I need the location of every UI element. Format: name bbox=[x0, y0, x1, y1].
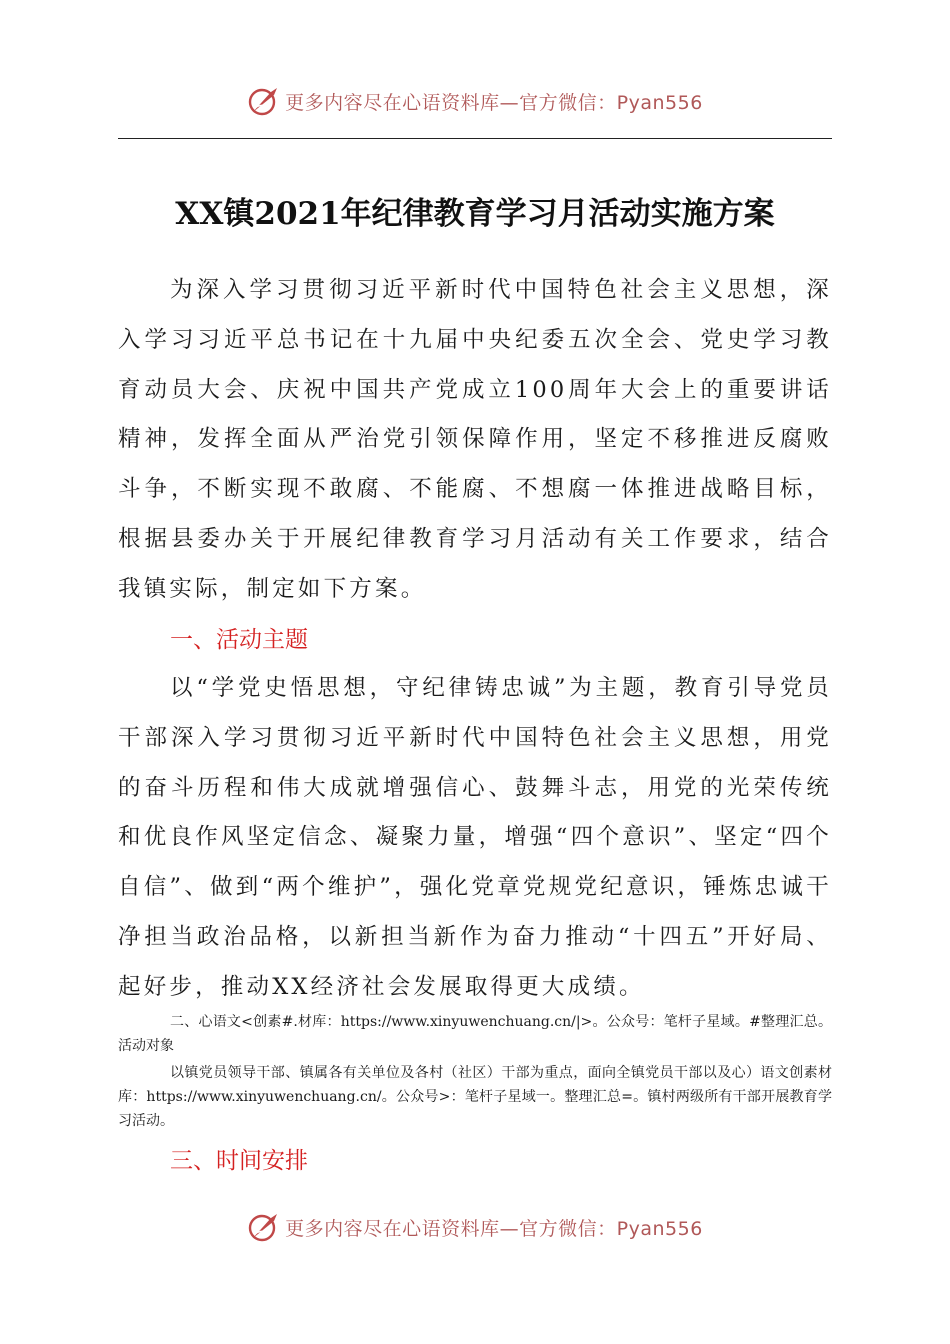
header-divider bbox=[118, 138, 832, 139]
section1-paragraph: 以“学党史悟思想，守纪律铸忠诚”为主题，教育引导党员干部深入学习贯彻习近平新时代中国特色社会主义思想，用党的奋斗历程和伟大成就增强信心、鼓舞斗志，用党的光荣传统和优良作风坚定信念、凝聚力量，增强“四个意识”、坚定“四个自信”、做到“两个维护”，强化党章党规党纪意识，锤炼忠诚干净担当政治品格，以新担当新作为奋力推动“十四五”开好局、起好步，推动XX经济社会发展取得更大成绩。 bbox=[118, 675, 832, 1000]
footer-banner-text: 更多内容尽在心语资料库—官方微信：Pyan556 bbox=[285, 1217, 703, 1240]
document-title: XX镇2021年纪律教育学习月活动实施方案 bbox=[175, 196, 775, 232]
section1-heading: 一、活动主题 bbox=[170, 627, 308, 653]
section3-heading: 三、时间安排 bbox=[170, 1148, 308, 1174]
section2-heading-line: 二、心语文<创素#.材库：https://www.xinyuwenchuang.cn/|>。公众号：笔杆子星域。#整理汇总。活动对象 bbox=[118, 1014, 832, 1054]
footer-banner bbox=[0, 1210, 950, 1244]
section2-paragraph: 以镇党员领导干部、镇属各有关单位及各村（社区）干部为重点，面向全镇党员干部以及心）语文创素材库：https://www.xinyuwenchuang.cn/。公众号>：笔杆子星域一。整理汇总=。镇村两级所有干部开展教育学习活动。 bbox=[118, 1065, 832, 1129]
header-banner bbox=[0, 84, 950, 118]
quill-logo-icon bbox=[247, 1210, 281, 1244]
quill-logo-icon bbox=[247, 84, 281, 118]
header-banner-text: 更多内容尽在心语资料库—官方微信：Pyan556 bbox=[285, 91, 703, 114]
intro-paragraph: 为深入学习贯彻习近平新时代中国特色社会主义思想，深入学习习近平总书记在十九届中央纪委五次全会、党史学习教育动员大会、庆祝中国共产党成立100周年大会上的重要讲话精神，发挥全面从严治党引领保障作用，坚定不移推进反腐败斗争，不断实现不敢腐、不能腐、不想腐一体推进战略目标，根据县委办关于开展纪律教育学习月活动有关工作要求，结合我镇实际，制定如下方案。 bbox=[118, 277, 832, 602]
